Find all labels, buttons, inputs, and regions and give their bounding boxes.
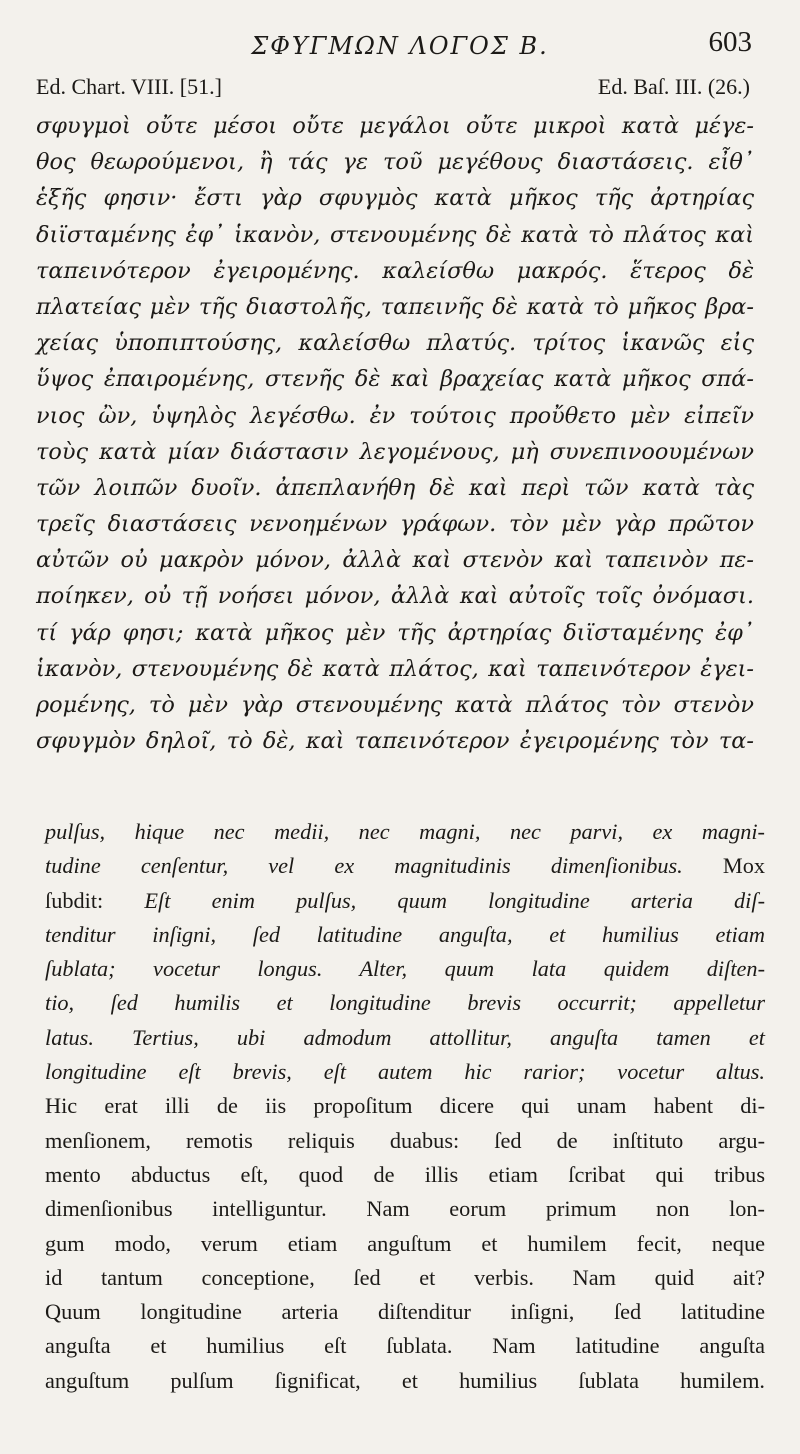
latin-italic-run: tudine cenſentur, vel ex magnitudinis dimenſionibus. xyxy=(45,853,683,879)
page-number: 603 xyxy=(708,26,752,58)
greek-line: ταπεινότερον ἐγειρομένης. καλείσθω μακρός. ἕτερος δὲ xyxy=(36,257,754,284)
latin-line: longitudine eſt brevis, eſt autem hic rarior; vocetur altus. xyxy=(45,1059,765,1085)
latin-line: mento abductus eſt, quod de illis etiam ſcribat qui tribus xyxy=(45,1161,765,1187)
greek-line: θος θεωρούμενοι, ἢ τάς γε τοῦ μεγέθους διαστάσεις. εἶθ᾽ xyxy=(36,149,754,176)
latin-line: pulſus, hique nec medii, nec magni, nec parvi, ex magni- xyxy=(45,819,765,844)
latin-line: id tantum conceptione, ſed et verbis. Nam quid ait? xyxy=(45,1264,765,1290)
latin-line xyxy=(45,849,765,883)
greek-line: τί γάρ φησι; κατὰ μῆκος μὲν τῆς ἀρτηρίας διϊσταμένης ἐφ᾽ xyxy=(36,619,754,646)
greek-line: διϊσταμένης ἐφ᾽ ἱκανὸν, στενουμένης δὲ κατὰ τὸ πλάτος καὶ xyxy=(36,221,754,248)
edition-chart-ref: Ed. Chart. VIII. [51.] xyxy=(36,74,222,99)
greek-line: τρεῖς διαστάσεις νενοημένων γράφων. τὸν μὲν γὰρ πρῶτον xyxy=(36,511,754,538)
latin-line: tio, ſed humilis et longitudine brevis occurrit; appelletur xyxy=(45,990,765,1016)
greek-line: ἑξῆς φησιν· ἔστι γὰρ σφυγμὸς κατὰ μῆκος τῆς ἀρτηρίας xyxy=(36,185,754,212)
greek-line: νιος ὢν, ὑψηλὸς λεγέσθω. ἐν τούτοις προὔθετο μὲν εἰπεῖν xyxy=(36,402,754,429)
latin-text-block xyxy=(45,815,765,1398)
latin-roman-run: ſubdit: xyxy=(45,887,145,913)
greek-line: ποίηκεν, οὐ τῇ νοήσει μόνον, ἀλλὰ καὶ αὐτοῖς τοῖς ὀνόμασι. xyxy=(36,583,754,610)
greek-line: ὕψος ἐπαιρομένης, στενῆς δὲ καὶ βραχείας κατὰ μῆκος σπά- xyxy=(36,366,754,393)
latin-italic-run: Eſt enim pulſus, quum longitudine arteria diſ- xyxy=(144,887,765,913)
greek-line: αὐτῶν οὐ μακρὸν μόνον, ἀλλὰ καὶ στενὸν καὶ ταπεινὸν πε- xyxy=(36,547,754,574)
greek-line: σφυγμὸν δηλοῖ, τὸ δὲ, καὶ ταπεινότερον ἐγειρομένης τὸν τα- xyxy=(36,728,754,755)
greek-line: ἱκανὸν, στενουμένης δὲ κατὰ πλάτος, καὶ ταπεινότερον ἐγει- xyxy=(36,655,754,682)
greek-line: χείας ὑποπιπτούσης, καλείσθω πλατύς. τρίτος ἱκανῶς εἰς xyxy=(36,330,754,357)
greek-line: τοὺς κατὰ μίαν διάστασιν λεγομένους, μὴ συνεπινοουμένων xyxy=(36,438,754,465)
greek-text-block xyxy=(36,108,754,759)
latin-line: ſublata; vocetur longus. Alter, quum lata quidem diſten- xyxy=(45,956,765,982)
greek-line: ρομένης, τὸ μὲν γὰρ στενουμένης κατὰ πλάτος τὸν στενὸν xyxy=(36,692,754,718)
latin-line: latus. Tertius, ubi admodum attollitur, anguſta tamen et xyxy=(45,1024,765,1050)
running-head xyxy=(0,26,800,66)
edition-basel-ref: Ed. Baſ. III. (26.) xyxy=(597,74,750,99)
latin-line: dimenſionibus intelliguntur. Nam eorum primum non lon- xyxy=(45,1196,765,1222)
latin-line: Quum longitudine arteria diſtenditur inſigni, ſed latitudine xyxy=(45,1299,765,1325)
greek-line: τῶν λοιπῶν δυοῖν. ἀπεπλανήθη δὲ καὶ περὶ τῶν κατὰ τὰς xyxy=(36,474,754,501)
greek-line: πλατείας μὲν τῆς διαστολῆς, ταπεινῆς δὲ κατὰ τὸ μῆκος βρα- xyxy=(36,293,754,320)
latin-line: Hic erat illi de iis propoſitum dicere qui unam habent di- xyxy=(45,1093,765,1119)
latin-roman-run: Mox xyxy=(682,853,766,879)
latin-line: anguſtum pulſum ſignificat, et humilius ſublata humilem. xyxy=(45,1367,765,1393)
latin-line xyxy=(45,884,765,918)
running-title: ΣΦΥΓΜΩΝ ΛΟΓΟΣ Β. xyxy=(251,32,549,60)
latin-line: anguſta et humilius eſt ſublata. Nam latitudine anguſta xyxy=(45,1333,765,1359)
latin-line: gum modo, verum etiam anguſtum et humilem fecit, neque xyxy=(45,1230,765,1256)
greek-line: σφυγμοὶ οὔτε μέσοι οὔτε μεγάλοι οὔτε μικροὶ κατὰ μέγε- xyxy=(36,113,754,139)
latin-line: menſionem, remotis reliquis duabus: ſed de inſtituto argu- xyxy=(45,1127,765,1153)
latin-line: tenditur inſigni, ſed latitudine anguſta, et humilius etiam xyxy=(45,921,765,947)
